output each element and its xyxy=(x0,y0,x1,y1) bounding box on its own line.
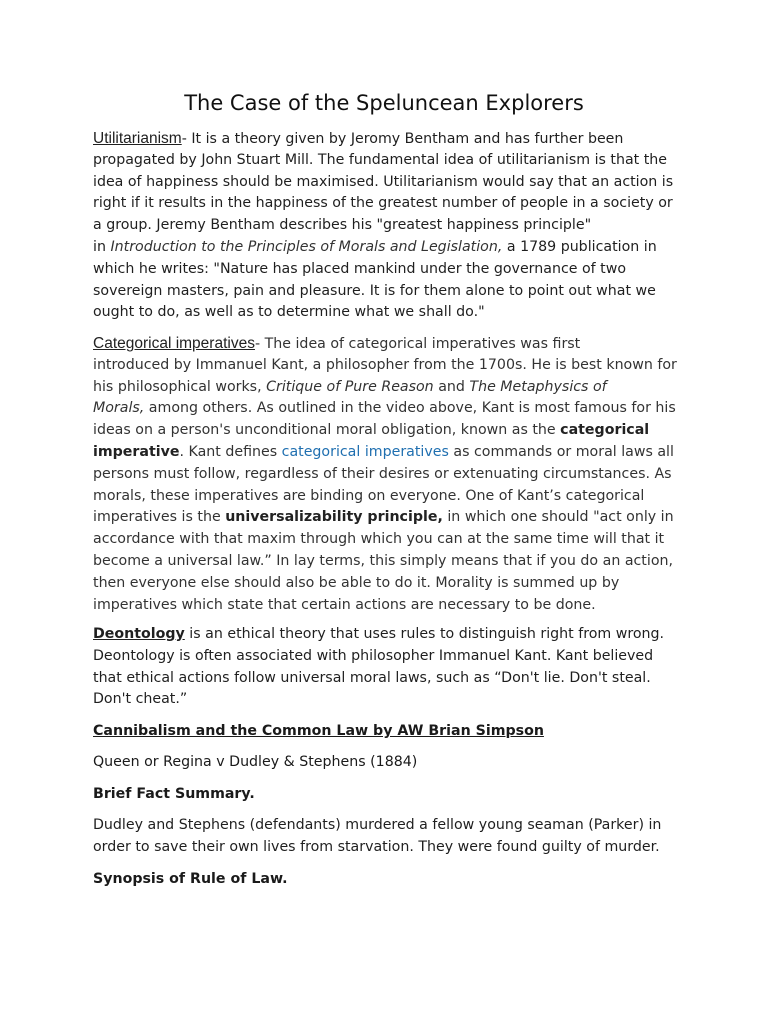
text-fragment: his philosophical works, xyxy=(93,378,267,395)
text-line: become a universal law.” In lay terms, this simply means that if you do an action, xyxy=(93,552,673,569)
deontology-paragraph xyxy=(93,624,683,711)
text-line: a group. Jeremy Bentham describes his "greatest happiness principle" xyxy=(93,217,592,234)
text-fragment: imperatives is the xyxy=(93,509,226,526)
text-fragment: ideas on a person's unconditional moral obligation, known as the xyxy=(93,422,561,439)
book-title-italic: Introduction to the Principles of Morals and Legislation, xyxy=(110,238,503,255)
text-fragment: in which one should "act only in xyxy=(442,509,674,526)
text-fragment: in xyxy=(93,238,111,255)
text-fragment: as commands or moral laws all xyxy=(448,443,674,460)
text-fragment: a 1789 publication in xyxy=(502,238,657,255)
text-line: imperatives which state that certain actions are necessary to be done. xyxy=(93,596,596,613)
text-line: - It is a theory given by Jeromy Bentham and has further been xyxy=(181,131,624,147)
text-line xyxy=(93,442,683,464)
text-fragment: - The idea of categorical imperatives was first xyxy=(254,336,581,352)
utilitarianism-paragraph xyxy=(93,128,683,324)
text-line: Don't cheat.” xyxy=(93,691,188,708)
text-line: that ethical actions follow universal moral laws, such as “Don't lie. Don't steal. xyxy=(93,669,651,686)
text-line: persons must follow, regardless of their desires or extenuating circumstances. As xyxy=(93,465,672,482)
cannibalism-heading: Cannibalism and the Common Law by AW Brian Simpson xyxy=(93,723,544,739)
book-title-italic: The Metaphysics of xyxy=(469,378,607,395)
text-line: then everyone else should also be able to do it. Morality is summed up by xyxy=(93,574,620,591)
text-fragment: is an ethical theory that uses rules to distinguish right from wrong. xyxy=(184,626,665,642)
page-title: The Case of the Speluncean Explorers xyxy=(184,91,584,115)
text-line xyxy=(93,398,683,420)
categorical-heading: Categorical imperatives xyxy=(93,335,255,352)
text-line: accordance with that maxim through which you can at the same time will that it xyxy=(93,531,665,548)
fact-paragraph xyxy=(93,815,683,859)
text-line xyxy=(93,624,683,646)
text-line xyxy=(93,420,683,442)
text-line: morals, these imperatives are binding on everyone. One of Kant’s categorical xyxy=(93,487,645,504)
text-line: Deontology is often associated with philosopher Immanuel Kant. Kant believed xyxy=(93,647,654,664)
deontology-heading: Deontology xyxy=(93,626,185,642)
categorical-paragraph xyxy=(93,333,683,616)
text-line: Dudley and Stephens (defendants) murdered a fellow young seaman (Parker) in xyxy=(93,817,662,833)
bold-term: categorical xyxy=(560,422,650,439)
brief-fact-heading: Brief Fact Summary. xyxy=(93,786,255,802)
text-line xyxy=(93,377,683,399)
text-line: ought to do, as well as to determine what we shall do." xyxy=(93,304,485,321)
text-line: introduced by Immanuel Kant, a philosopher from the 1700s. He is best known for xyxy=(93,356,677,373)
synopsis-heading: Synopsis of Rule of Law. xyxy=(93,871,288,887)
text-fragment: . Kant defines xyxy=(179,443,282,460)
text-fragment: among others. As outlined in the video above, Kant is most famous for his xyxy=(144,400,676,417)
utilitarianism-heading: Utilitarianism xyxy=(93,130,182,147)
book-title-italic: Critique of Pure Reason xyxy=(266,378,434,395)
book-title-italic: Morals, xyxy=(93,400,145,417)
bold-term: imperative xyxy=(93,443,180,460)
text-line: sovereign masters, pain and pleasure. It is for them alone to point out what we xyxy=(93,282,656,299)
text-line: propagated by John Stuart Mill. The fundamental idea of utilitarianism is that the xyxy=(93,151,668,168)
text-line xyxy=(93,333,683,355)
text-line: which he writes: "Nature has placed mankind under the governance of two xyxy=(93,260,627,277)
text-line: right if it results in the happiness of the greatest number of people in a society or xyxy=(93,195,673,212)
categorical-imperatives-link[interactable]: categorical imperatives xyxy=(281,443,449,460)
text-line: order to save their own lives from starvation. They were found guilty of murder. xyxy=(93,838,660,855)
case-name: Queen or Regina v Dudley & Stephens (1884) xyxy=(93,754,418,770)
text-line xyxy=(93,237,683,259)
utilitarianism-line-1 xyxy=(93,128,683,150)
text-line xyxy=(93,507,683,529)
text-fragment: and xyxy=(433,378,470,395)
text-line: idea of happiness should be maximised. Utilitarianism would say that an action is xyxy=(93,173,674,190)
bold-term: universalizability principle, xyxy=(225,509,443,526)
